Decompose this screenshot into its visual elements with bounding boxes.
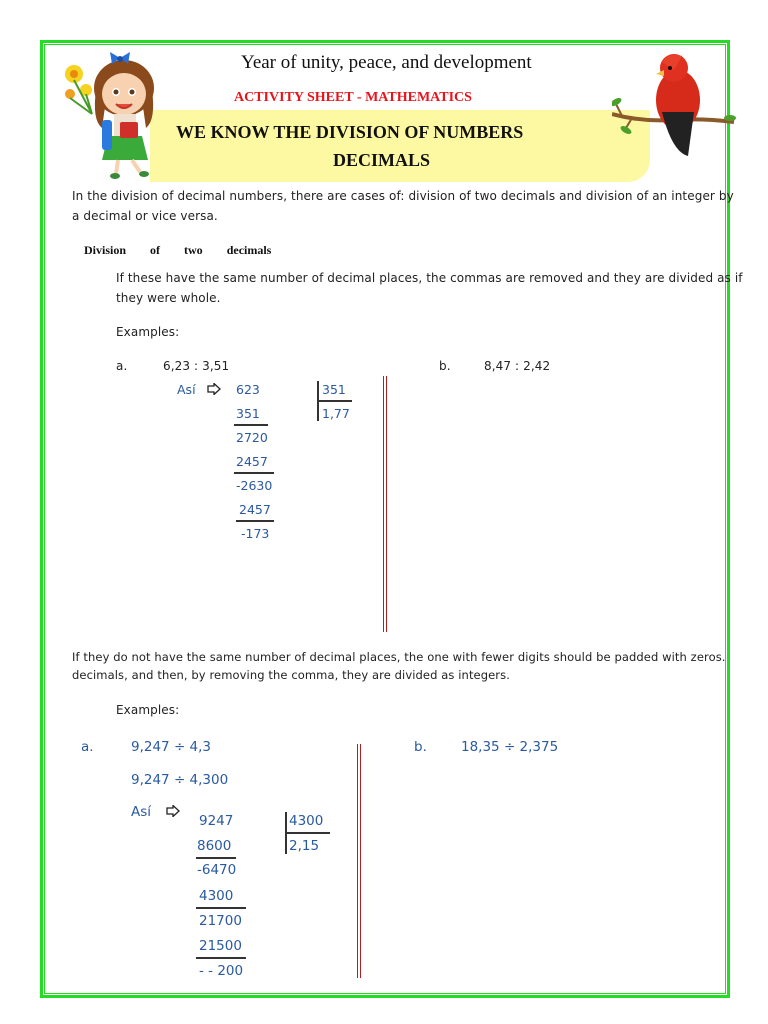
example2a-step: 8600	[197, 838, 232, 854]
example1a-step: -173	[241, 526, 270, 541]
section2-rule-line-1: If they do not have the same number of decimal places, the one with fewer digits should be padded with zeros.	[72, 650, 726, 664]
example2b-expression: 18,35 ÷ 2,375	[461, 739, 559, 755]
example1a-label: a.	[116, 359, 128, 373]
division-bracket-horizontal	[318, 400, 352, 402]
example2a-divisor: 4300	[289, 813, 324, 829]
example1a-step: -2630	[236, 478, 273, 493]
subtraction-line	[196, 957, 246, 959]
example-column-divider	[383, 376, 387, 632]
example2a-dividend: 9247	[199, 813, 234, 829]
intro-line-1: In the division of decimal numbers, there are cases of: division of two decimals and division of an integer by	[72, 189, 734, 203]
example1a-expression: 6,23 : 3,51	[163, 359, 230, 373]
subtraction-line	[234, 424, 268, 426]
section1-heading-word: decimals	[226, 243, 272, 257]
example1b-expression: 8,47 : 2,42	[484, 359, 551, 373]
example1b-label: b.	[439, 359, 451, 373]
section2-examples-label: Examples:	[116, 703, 180, 717]
example1a-step: 2457	[239, 502, 271, 517]
example1a-step: 351	[236, 406, 260, 421]
section2-rule-line-2: decimals, and then, by removing the comma, they are divided as integers.	[72, 668, 510, 682]
subtraction-line	[234, 472, 274, 474]
example2a-asi-label: Así	[131, 804, 152, 820]
example2a-padded-expression: 9,247 ÷ 4,300	[131, 772, 229, 788]
subtraction-line	[236, 520, 274, 522]
example2a-quotient: 2,15	[289, 838, 320, 854]
section1-heading-word: Division	[84, 243, 127, 257]
intro-line-2: a decimal or vice versa.	[72, 209, 218, 223]
section1-rule-line-2: they were whole.	[116, 291, 221, 305]
main-title-line1: WE KNOW THE DIVISION OF NUMBERS	[176, 122, 524, 142]
example1a-dividend: 623	[236, 382, 260, 397]
example1a-step: 2457	[236, 454, 268, 469]
girl-with-flowers-illustration	[58, 50, 168, 180]
division-bracket-horizontal	[286, 832, 330, 834]
example2a-step: -6470	[197, 862, 237, 878]
section1-heading-word: two	[184, 243, 203, 257]
activity-subtitle: ACTIVITY SHEET - MATHEMATICS	[234, 90, 472, 105]
example2b-label: b.	[414, 739, 427, 755]
section1-heading	[84, 243, 271, 258]
arrow-right-icon	[207, 383, 221, 395]
page-title: Year of unity, peace, and development	[241, 52, 532, 73]
main-title-line2: DECIMALS	[333, 150, 431, 170]
subtraction-line	[196, 907, 246, 909]
example2a-step: 4300	[199, 888, 234, 904]
example2a-step: 21700	[199, 913, 242, 929]
example1a-quotient: 1,77	[322, 406, 350, 421]
arrow-right-icon	[166, 805, 180, 817]
red-bird-on-branch-illustration	[612, 52, 736, 162]
section1-examples-label: Examples:	[116, 325, 180, 339]
example-column-divider	[357, 744, 361, 978]
example1a-asi-label: Así	[177, 382, 196, 397]
example2a-label: a.	[81, 739, 94, 755]
title-banner	[150, 110, 650, 182]
example2a-step: 21500	[199, 938, 242, 954]
example2a-expression: 9,247 ÷ 4,3	[131, 739, 212, 755]
section1-rule-line-1: If these have the same number of decimal places, the commas are removed and they are divided as if	[116, 271, 743, 285]
example1a-divisor: 351	[322, 382, 346, 397]
example1a-step: 2720	[236, 430, 268, 445]
section1-heading-word: of	[150, 243, 161, 257]
example2a-step: - - 200	[199, 963, 244, 979]
subtraction-line	[196, 857, 236, 859]
